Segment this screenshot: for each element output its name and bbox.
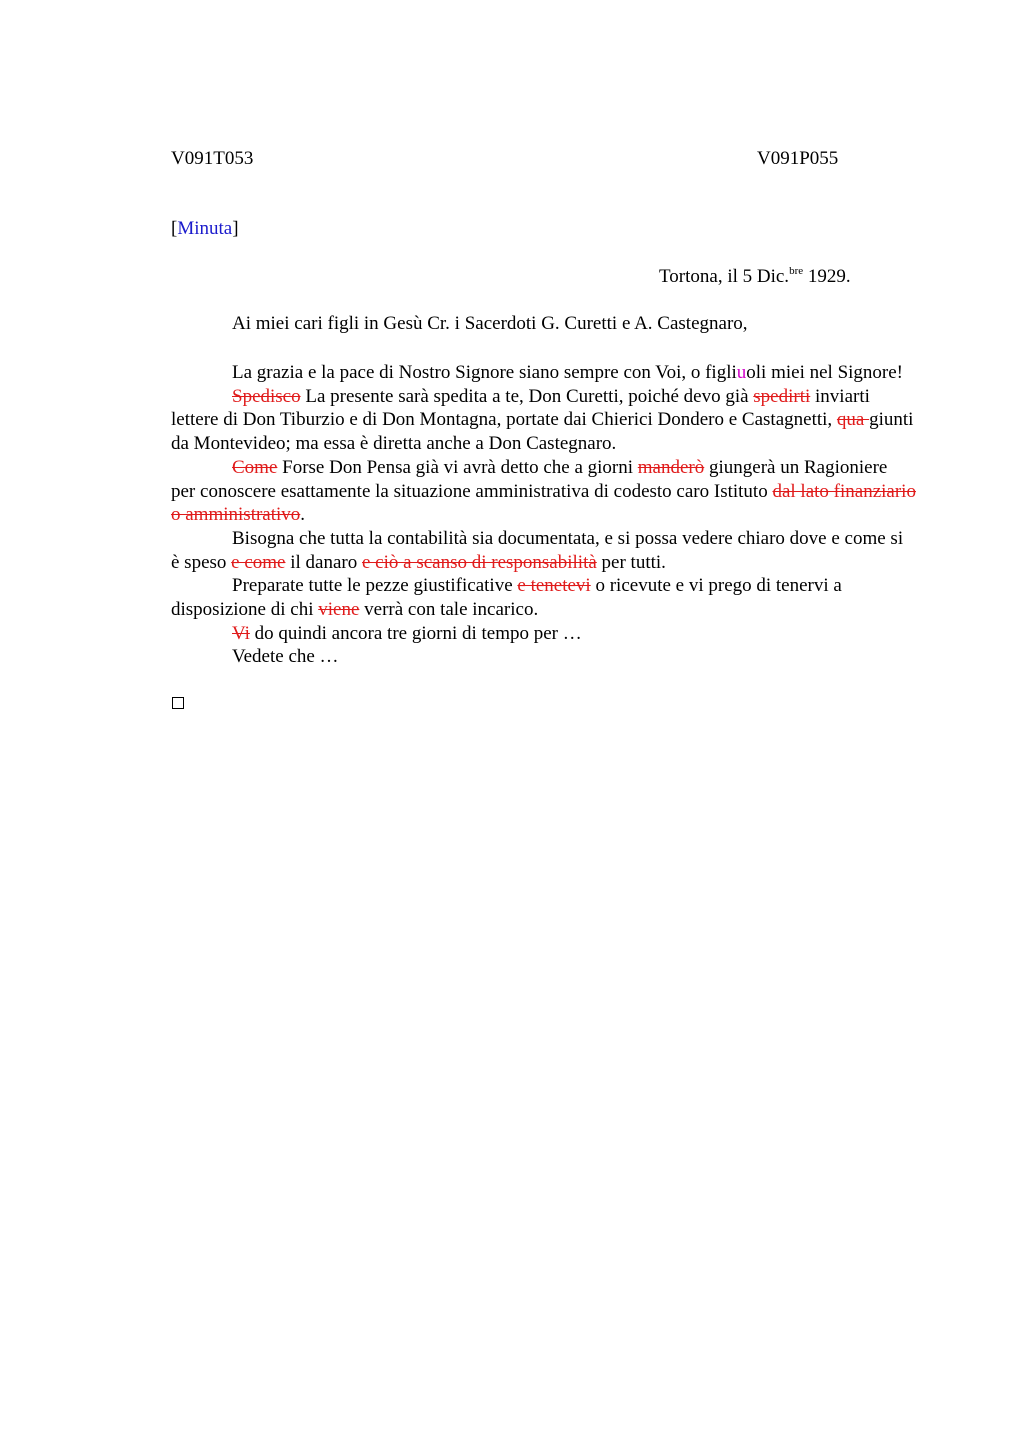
paragraph: [171, 622, 916, 646]
text-run: per tutti.: [596, 551, 666, 573]
code-left: V091T053: [171, 148, 254, 169]
end-of-document-box-icon: [172, 697, 184, 709]
paragraph: [171, 574, 916, 621]
text-run: oli miei nel Signore!: [746, 362, 904, 383]
paragraph: [171, 456, 916, 527]
paragraph: [171, 527, 916, 574]
text-run: giunti da Montevideo; ma essa è diretta anche a Don Castegnaro.: [171, 409, 914, 455]
text-run: o ricevute e vi prego di tenervi a disposizione di chi: [171, 575, 842, 621]
deleted-text: manderò: [637, 456, 705, 478]
text-run: inviarti lettere di Don Tiburzio e di Don Montagna, portate dai Chierici Dondero e Castagnetti,: [171, 385, 870, 431]
deleted-text: e ciò a scanso di responsabilità: [362, 551, 597, 573]
letter-date: [659, 266, 851, 288]
label-bracket-open: [: [171, 218, 178, 239]
deleted-text: e tenetevi: [517, 575, 591, 597]
text-run: do quindi ancora tre giorni di tempo per …: [249, 622, 582, 644]
deleted-text: e come: [231, 551, 286, 573]
deleted-text: spedirti: [753, 385, 811, 407]
salutation: Ai miei cari figli in Gesù Cr. i Sacerdoti G. Curetti e A. Castegnaro,: [232, 313, 748, 334]
deleted-text: Vi: [232, 622, 250, 644]
document-codes: [171, 148, 941, 172]
date-year: 1929.: [803, 266, 851, 287]
text-run: verrà con tale incarico.: [359, 599, 539, 621]
date-text: Tortona, il 5 Dic.: [659, 266, 790, 287]
deleted-text: Come: [232, 456, 278, 478]
label-bracket-close: ]: [232, 218, 239, 239]
text-run: Preparate tutte le pezze giustificative: [232, 575, 518, 597]
text-run: Vedete che …: [232, 646, 339, 668]
letter-body: [171, 361, 916, 669]
date-superscript: bre: [789, 265, 804, 277]
deleted-text: qua: [836, 409, 870, 431]
text-run: La presente sarà spedita a te, Don Curetti, poiché devo già: [300, 385, 754, 407]
text-run: giungerà un Ragioniere per conoscere esattamente la situazione amministrativa di codesto caro Istituto: [171, 456, 888, 502]
paragraph: [171, 645, 916, 669]
paragraph: [171, 385, 916, 456]
text-run: Forse Don Pensa già vi avrà detto che a giorni: [277, 456, 638, 478]
deleted-text: Spedisco: [232, 385, 301, 407]
deleted-text: viene: [318, 599, 360, 621]
text-run: La grazia e la pace di Nostro Signore siano sempre con Voi, o figli: [232, 362, 737, 383]
paragraph: [171, 361, 916, 385]
text-run: Bisogna che tutta la contabilità sia documentata, e si possa vedere chiaro dove e come si è speso: [171, 527, 904, 573]
text-run: .: [300, 504, 306, 526]
document-type-label: [171, 218, 239, 240]
deleted-text: dal lato finanziario o amministrativo: [171, 480, 916, 526]
text-run: il danaro: [285, 551, 362, 573]
inserted-text: u: [736, 362, 747, 383]
label-word: Minuta: [177, 218, 233, 239]
code-right: V091P055: [757, 148, 839, 169]
